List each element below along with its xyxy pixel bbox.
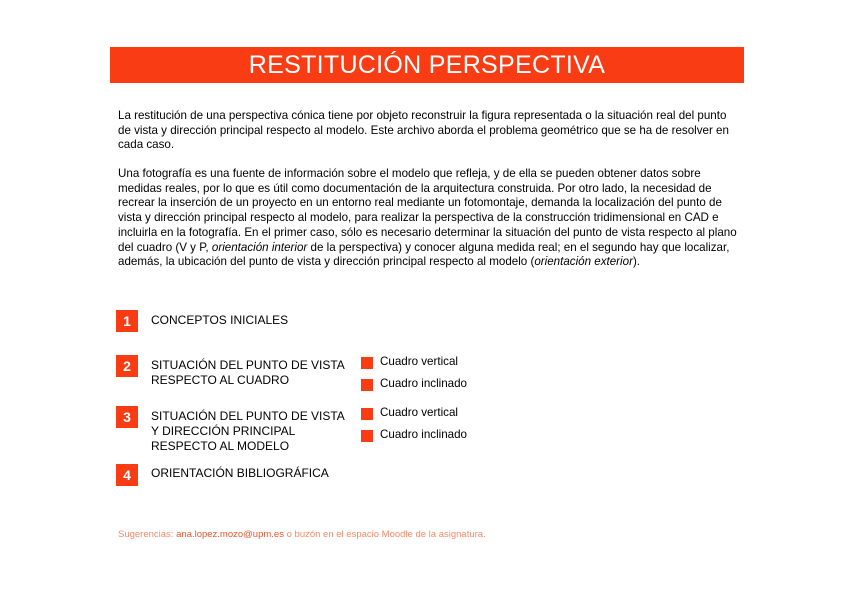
footer-prefix: Sugerencias: [118,529,177,540]
section-label: SITUACIÓN DEL PUNTO DE VISTA Y DIRECCIÓN PRINCIPAL RESPECTO AL MODELO [151,409,345,453]
section-1-link[interactable] [116,310,356,332]
bullet-square-icon [361,408,373,420]
sub-link-label: Cuadro inclinado [380,377,468,390]
intro-p2-text-b: de la perspectiva) y conocer alguna medida real; en el segundo hay que localizar, además, la ubicación del punto de vista y dirección principal respecto al modelo ( [118,240,730,269]
page-title: RESTITUCIÓN PERSPECTIVA [110,47,744,83]
section-4-link[interactable] [116,464,356,486]
intro-paragraph-2 [118,167,740,270]
footer-suffix: o buzón en el espacio Moodle de la asignatura. [283,529,486,540]
intro-p2-text-c: ). [632,255,641,269]
sub-link-label: Cuadro inclinado [380,428,468,441]
section-number-badge: 4 [116,464,138,486]
section-2-link[interactable] [116,355,356,391]
intro-p2-text-a: Una fotografía es una fuente de información sobre el modelo que refleja, y de ella se pueden obtener datos sobre medidas reales, por lo que es útil como documentación de la arquitectura construida. Por otro lado, la necesidad de recrear la inserción de un proyecto en un entorno real mediante un fotomontaje, demanda la localización del punto de vista y dirección principal respecto al modelo, para realizar la perspectiva de la construcción tridimensional en CAD e incluirla en la fotografía. En el primer caso, sólo es necesario determinar la situación del punto de vista respecto al plano del cuadro (V y P, [118,167,737,254]
sub-link-label: Cuadro vertical [380,406,458,419]
intro-p2-emphasis-interior: orientación interior [211,240,308,254]
footer-email-link[interactable]: ana.lopez.mozo@upm.es [176,529,284,540]
bullet-square-icon [361,357,373,369]
section-number-badge: 2 [116,355,138,377]
bullet-square-icon [361,379,373,391]
section-number-badge: 3 [116,406,138,428]
section-number-badge: 1 [116,310,138,332]
section-3-link[interactable] [116,406,356,454]
section-label: SITUACIÓN DEL PUNTO DE VISTA RESPECTO AL CUADRO [151,358,345,387]
section-label: ORIENTACIÓN BIBLIOGRÁFICA [151,466,329,480]
intro-p2-emphasis-exterior: orientación exterior [534,255,633,269]
section-label: CONCEPTOS INICIALES [151,313,289,327]
sub-link-label: Cuadro vertical [380,355,458,368]
intro-paragraph-1: La restitución de una perspectiva cónica tiene por objeto reconstruir la figura representada o la situación real del punto de vista y dirección principal respecto al modelo. Este archivo aborda el problema geométrico que se ha de resolver en cada caso. [118,109,729,152]
bullet-square-icon [361,430,373,442]
footer-suggestions [118,529,486,540]
